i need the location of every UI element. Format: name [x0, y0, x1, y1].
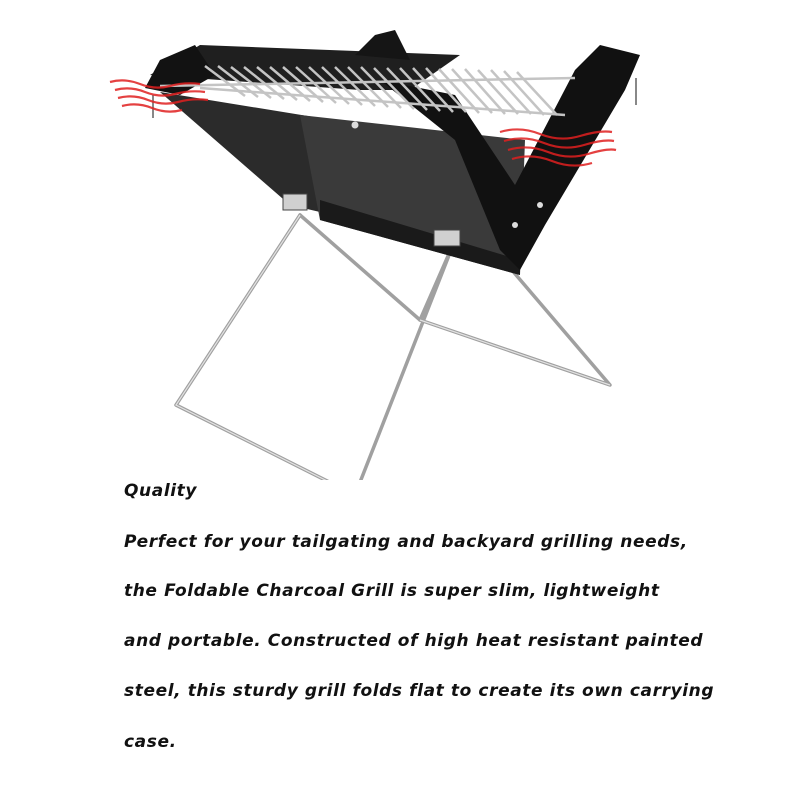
description-heading: Quality: [124, 481, 198, 501]
grill-legs: [176, 215, 610, 480]
description-line: Perfect for your tailgating and backyard grilling needs,: [124, 532, 688, 552]
description-line: steel, this sturdy grill folds flat to create its own carrying: [124, 681, 715, 701]
description-line: the Foldable Charcoal Grill is super slim, lightweight: [124, 581, 660, 601]
grill-legs-highlight: [176, 215, 610, 480]
description-line: and portable. Constructed of high heat resistant painted: [124, 631, 704, 651]
grill-middle-fin: [355, 30, 410, 60]
description-line: case.: [124, 732, 177, 752]
